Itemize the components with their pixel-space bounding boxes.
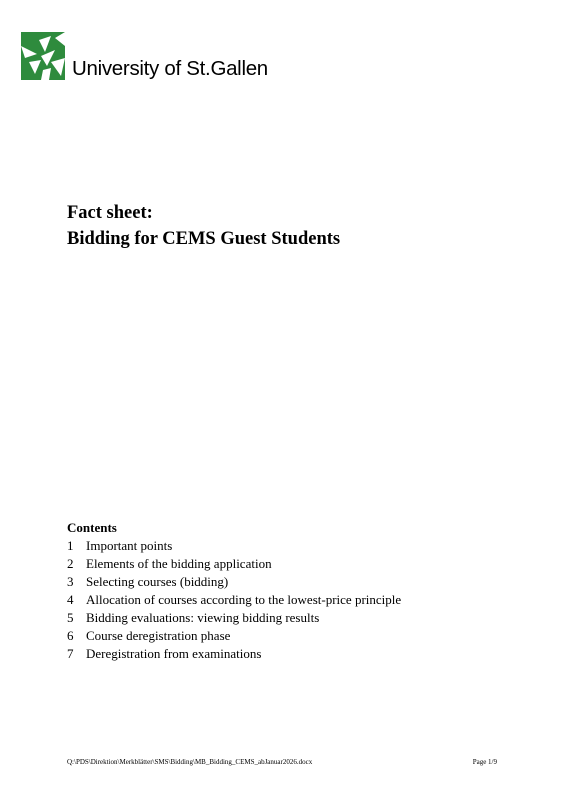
- footer-file-path: Q:\PDS\Direktion\Merkblätter\SMS\Bidding\MB_Bidding_CEMS_abJanuar2026.docx: [67, 758, 313, 766]
- contents-heading: Contents: [67, 520, 117, 535]
- toc-list: [67, 537, 401, 663]
- toc-item-label: Allocation of courses according to the lowest-price principle: [86, 592, 402, 607]
- toc-item-number: 5: [67, 610, 74, 625]
- toc-item-label: Course deregistration phase: [86, 628, 231, 643]
- title-line-1: Fact sheet:: [67, 203, 153, 223]
- toc-item-label: Bidding evaluations: viewing bidding results: [86, 610, 320, 625]
- university-emblem-icon: [21, 32, 65, 80]
- university-logo: [21, 31, 268, 81]
- toc-item: [67, 609, 401, 627]
- toc-item-label: Selecting courses (bidding): [86, 574, 229, 589]
- page-footer: [67, 757, 497, 767]
- toc-item-number: 6: [67, 628, 74, 643]
- document-title: [67, 200, 340, 252]
- toc-item-label: Deregistration from examinations: [86, 646, 262, 661]
- toc-item: [67, 555, 401, 573]
- toc-item: [67, 591, 401, 609]
- toc-item: [67, 537, 401, 555]
- title-line-2: Bidding for CEMS Guest Students: [67, 229, 341, 249]
- toc-item-number: 2: [67, 556, 74, 571]
- toc-item: [67, 645, 401, 663]
- toc-item-number: 3: [67, 574, 74, 589]
- footer-page-number: Page 1/9: [472, 758, 497, 766]
- toc-item-label: Important points: [86, 538, 173, 553]
- university-name: University of St.Gallen: [72, 57, 268, 80]
- toc-item-number: 7: [67, 646, 74, 661]
- toc-item: [67, 573, 401, 591]
- toc-item-label: Elements of the bidding application: [86, 556, 272, 571]
- toc-item-number: 4: [67, 592, 74, 607]
- table-of-contents: [67, 519, 401, 663]
- toc-item: [67, 627, 401, 645]
- toc-item-number: 1: [67, 538, 74, 553]
